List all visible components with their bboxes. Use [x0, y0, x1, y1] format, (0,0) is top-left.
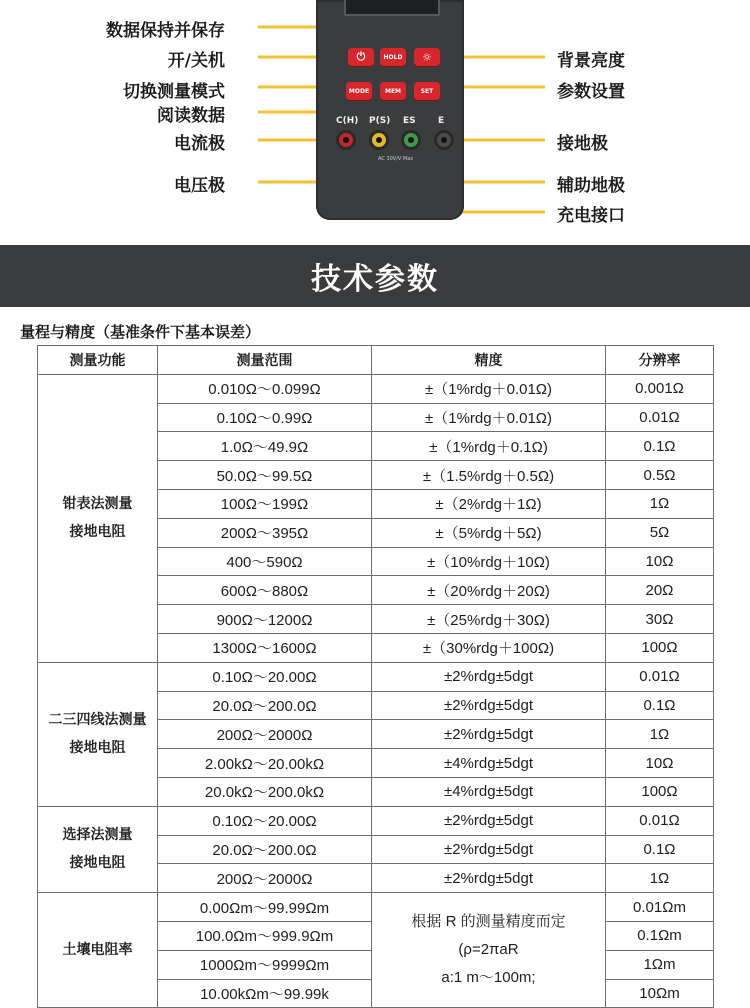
accuracy-cell: ±2%rdg±5dgt: [372, 662, 606, 691]
resolution-cell: 0.1Ω: [606, 432, 714, 461]
jack-aux-earth[interactable]: [401, 130, 421, 150]
range-cell: 200Ω～2000Ω: [158, 720, 372, 749]
jack-label-es: ES: [403, 116, 416, 126]
header-function: 测量功能: [38, 346, 158, 375]
range-cell: 2.00kΩ～20.00kΩ: [158, 749, 372, 778]
resolution-cell: 0.001Ω: [606, 374, 714, 403]
accuracy-cell: ±4%rdg±5dgt: [372, 777, 606, 806]
power-icon: ⏻: [356, 50, 366, 63]
table-row: [38, 662, 714, 691]
accuracy-cell: ±（2%rdg＋1Ω): [372, 489, 606, 518]
table-row: [38, 374, 714, 403]
section-banner: 技术参数: [0, 245, 750, 307]
function-name-line: 二三四线法测量: [48, 712, 147, 729]
accuracy-cell: ±（1.5%rdg＋0.5Ω): [372, 461, 606, 490]
callout-settings: 参数设置: [557, 82, 625, 102]
jack-label-ps: P(S): [369, 116, 391, 126]
accuracy-cell: ±（10%rdg＋10Ω): [372, 547, 606, 576]
resolution-cell: 0.1Ω: [606, 835, 714, 864]
function-name-line: 接地电阻: [69, 855, 126, 872]
range-cell: 1300Ω～1600Ω: [158, 633, 372, 662]
jack-label-ch: C(H): [336, 116, 359, 126]
accuracy-note-line: a:1 m～100m;: [441, 969, 536, 987]
accuracy-cell: ±（1%rdg＋0.1Ω): [372, 432, 606, 461]
device-diagram: [0, 0, 750, 245]
callout-power: 开/关机: [167, 51, 225, 71]
measurement-function-cell: [38, 662, 158, 806]
resolution-cell: 1Ωm: [606, 950, 714, 979]
resolution-cell: 10Ωm: [606, 979, 714, 1008]
range-cell: 50.0Ω～99.5Ω: [158, 461, 372, 490]
accuracy-cell: ±（5%rdg＋5Ω): [372, 518, 606, 547]
range-cell: 100.0Ωm～999.9Ωm: [158, 921, 372, 950]
callout-mode: 切换测量模式: [123, 82, 225, 102]
function-name-line: 选择法测量: [62, 827, 133, 844]
callout-charging-port: 充电接口: [557, 206, 625, 226]
accuracy-cell: ±（1%rdg＋0.01Ω): [372, 403, 606, 432]
function-name-line: 钳表法测量: [62, 496, 133, 513]
set-button[interactable]: SET: [414, 82, 440, 100]
resolution-cell: 1Ω: [606, 489, 714, 518]
mode-button[interactable]: MODE: [346, 82, 372, 100]
resolution-cell: 1Ω: [606, 864, 714, 893]
range-cell: 200Ω～395Ω: [158, 518, 372, 547]
resolution-cell: 100Ω: [606, 633, 714, 662]
range-cell: 900Ω～1200Ω: [158, 605, 372, 634]
jack-voltage[interactable]: [369, 130, 389, 150]
resolution-cell: 10Ω: [606, 749, 714, 778]
jack-current[interactable]: [336, 130, 356, 150]
range-cell: 20.0Ω～200.0Ω: [158, 691, 372, 720]
callout-aux-earth: 辅助地极: [557, 176, 625, 196]
callout-earth-pole: 接地极: [557, 134, 608, 154]
accuracy-cell: ±（30%rdg＋100Ω): [372, 633, 606, 662]
function-name-line: 接地电阻: [69, 740, 126, 757]
accuracy-note-line: 根据 R 的测量精度而定: [411, 913, 566, 931]
accuracy-note-cell: [372, 893, 606, 1008]
accuracy-cell: ±（1%rdg＋0.01Ω): [372, 374, 606, 403]
function-name-line: 接地电阻: [69, 524, 126, 541]
range-cell: 200Ω～2000Ω: [158, 864, 372, 893]
resolution-cell: 0.01Ω: [606, 662, 714, 691]
accuracy-cell: ±2%rdg±5dgt: [372, 720, 606, 749]
accuracy-cell: ±2%rdg±5dgt: [372, 691, 606, 720]
table-body: [38, 374, 714, 1008]
range-cell: 1000Ωm～9999Ωm: [158, 950, 372, 979]
accuracy-cell: ±2%rdg±5dgt: [372, 806, 606, 835]
callout-read-data: 阅读数据: [157, 106, 225, 126]
device-rating-text: AC 30V/V Max: [378, 156, 414, 162]
resolution-cell: 0.1Ω: [606, 691, 714, 720]
header-range: 测量范围: [158, 346, 372, 375]
resolution-cell: 1Ω: [606, 720, 714, 749]
table-caption: 量程与精度（基准条件下基本误差）: [20, 323, 261, 341]
header-resolution: 分辨率: [606, 346, 714, 375]
resolution-cell: 20Ω: [606, 576, 714, 605]
header-accuracy: 精度: [372, 346, 606, 375]
backlight-button[interactable]: [414, 48, 440, 66]
jack-label-e: E: [438, 116, 445, 126]
table-row: [38, 806, 714, 835]
resolution-cell: 0.01Ω: [606, 806, 714, 835]
power-button[interactable]: [348, 48, 374, 66]
callout-hold-save: 数据保持并保存: [106, 21, 225, 41]
range-cell: 0.10Ω～0.99Ω: [158, 403, 372, 432]
callout-voltage-pole: 电压极: [174, 176, 225, 196]
measurement-function-cell: [38, 374, 158, 662]
accuracy-cell: ±2%rdg±5dgt: [372, 864, 606, 893]
callout-backlight: 背景亮度: [557, 51, 625, 71]
range-cell: 0.10Ω～20.00Ω: [158, 662, 372, 691]
tester-body: [316, 0, 464, 220]
range-cell: 600Ω～880Ω: [158, 576, 372, 605]
sun-icon: ☼: [422, 50, 432, 64]
resolution-cell: 0.01Ωm: [606, 893, 714, 922]
jack-earth[interactable]: [434, 130, 454, 150]
lcd-screen: [344, 0, 440, 16]
resolution-cell: 5Ω: [606, 518, 714, 547]
table-row: [38, 893, 714, 922]
range-cell: 100Ω～199Ω: [158, 489, 372, 518]
range-cell: 20.0kΩ～200.0kΩ: [158, 777, 372, 806]
measurement-function-cell: [38, 893, 158, 1008]
accuracy-cell: ±4%rdg±5dgt: [372, 749, 606, 778]
spec-table: [37, 345, 714, 1008]
range-cell: 0.010Ω～0.099Ω: [158, 374, 372, 403]
resolution-cell: 0.5Ω: [606, 461, 714, 490]
resolution-cell: 100Ω: [606, 777, 714, 806]
mem-button[interactable]: MEM: [380, 82, 406, 100]
resolution-cell: 10Ω: [606, 547, 714, 576]
accuracy-cell: ±（25%rdg＋30Ω): [372, 605, 606, 634]
range-cell: 0.00Ωm～99.99Ωm: [158, 893, 372, 922]
resolution-cell: 0.1Ωm: [606, 921, 714, 950]
range-cell: 10.00kΩm～99.99k: [158, 979, 372, 1008]
resolution-cell: 0.01Ω: [606, 403, 714, 432]
callout-current-pole: 电流极: [174, 134, 225, 154]
accuracy-cell: ±2%rdg±5dgt: [372, 835, 606, 864]
range-cell: 0.10Ω～20.00Ω: [158, 806, 372, 835]
measurement-function-cell: [38, 806, 158, 892]
accuracy-note-line: (ρ=2πaR: [458, 941, 519, 959]
accuracy-cell: ±（20%rdg＋20Ω): [372, 576, 606, 605]
function-name-line: 土壤电阻率: [62, 942, 133, 959]
table-header-row: [38, 346, 714, 375]
range-cell: 400～590Ω: [158, 547, 372, 576]
range-cell: 1.0Ω～49.9Ω: [158, 432, 372, 461]
resolution-cell: 30Ω: [606, 605, 714, 634]
range-cell: 20.0Ω～200.0Ω: [158, 835, 372, 864]
hold-button[interactable]: HOLD: [380, 48, 406, 66]
